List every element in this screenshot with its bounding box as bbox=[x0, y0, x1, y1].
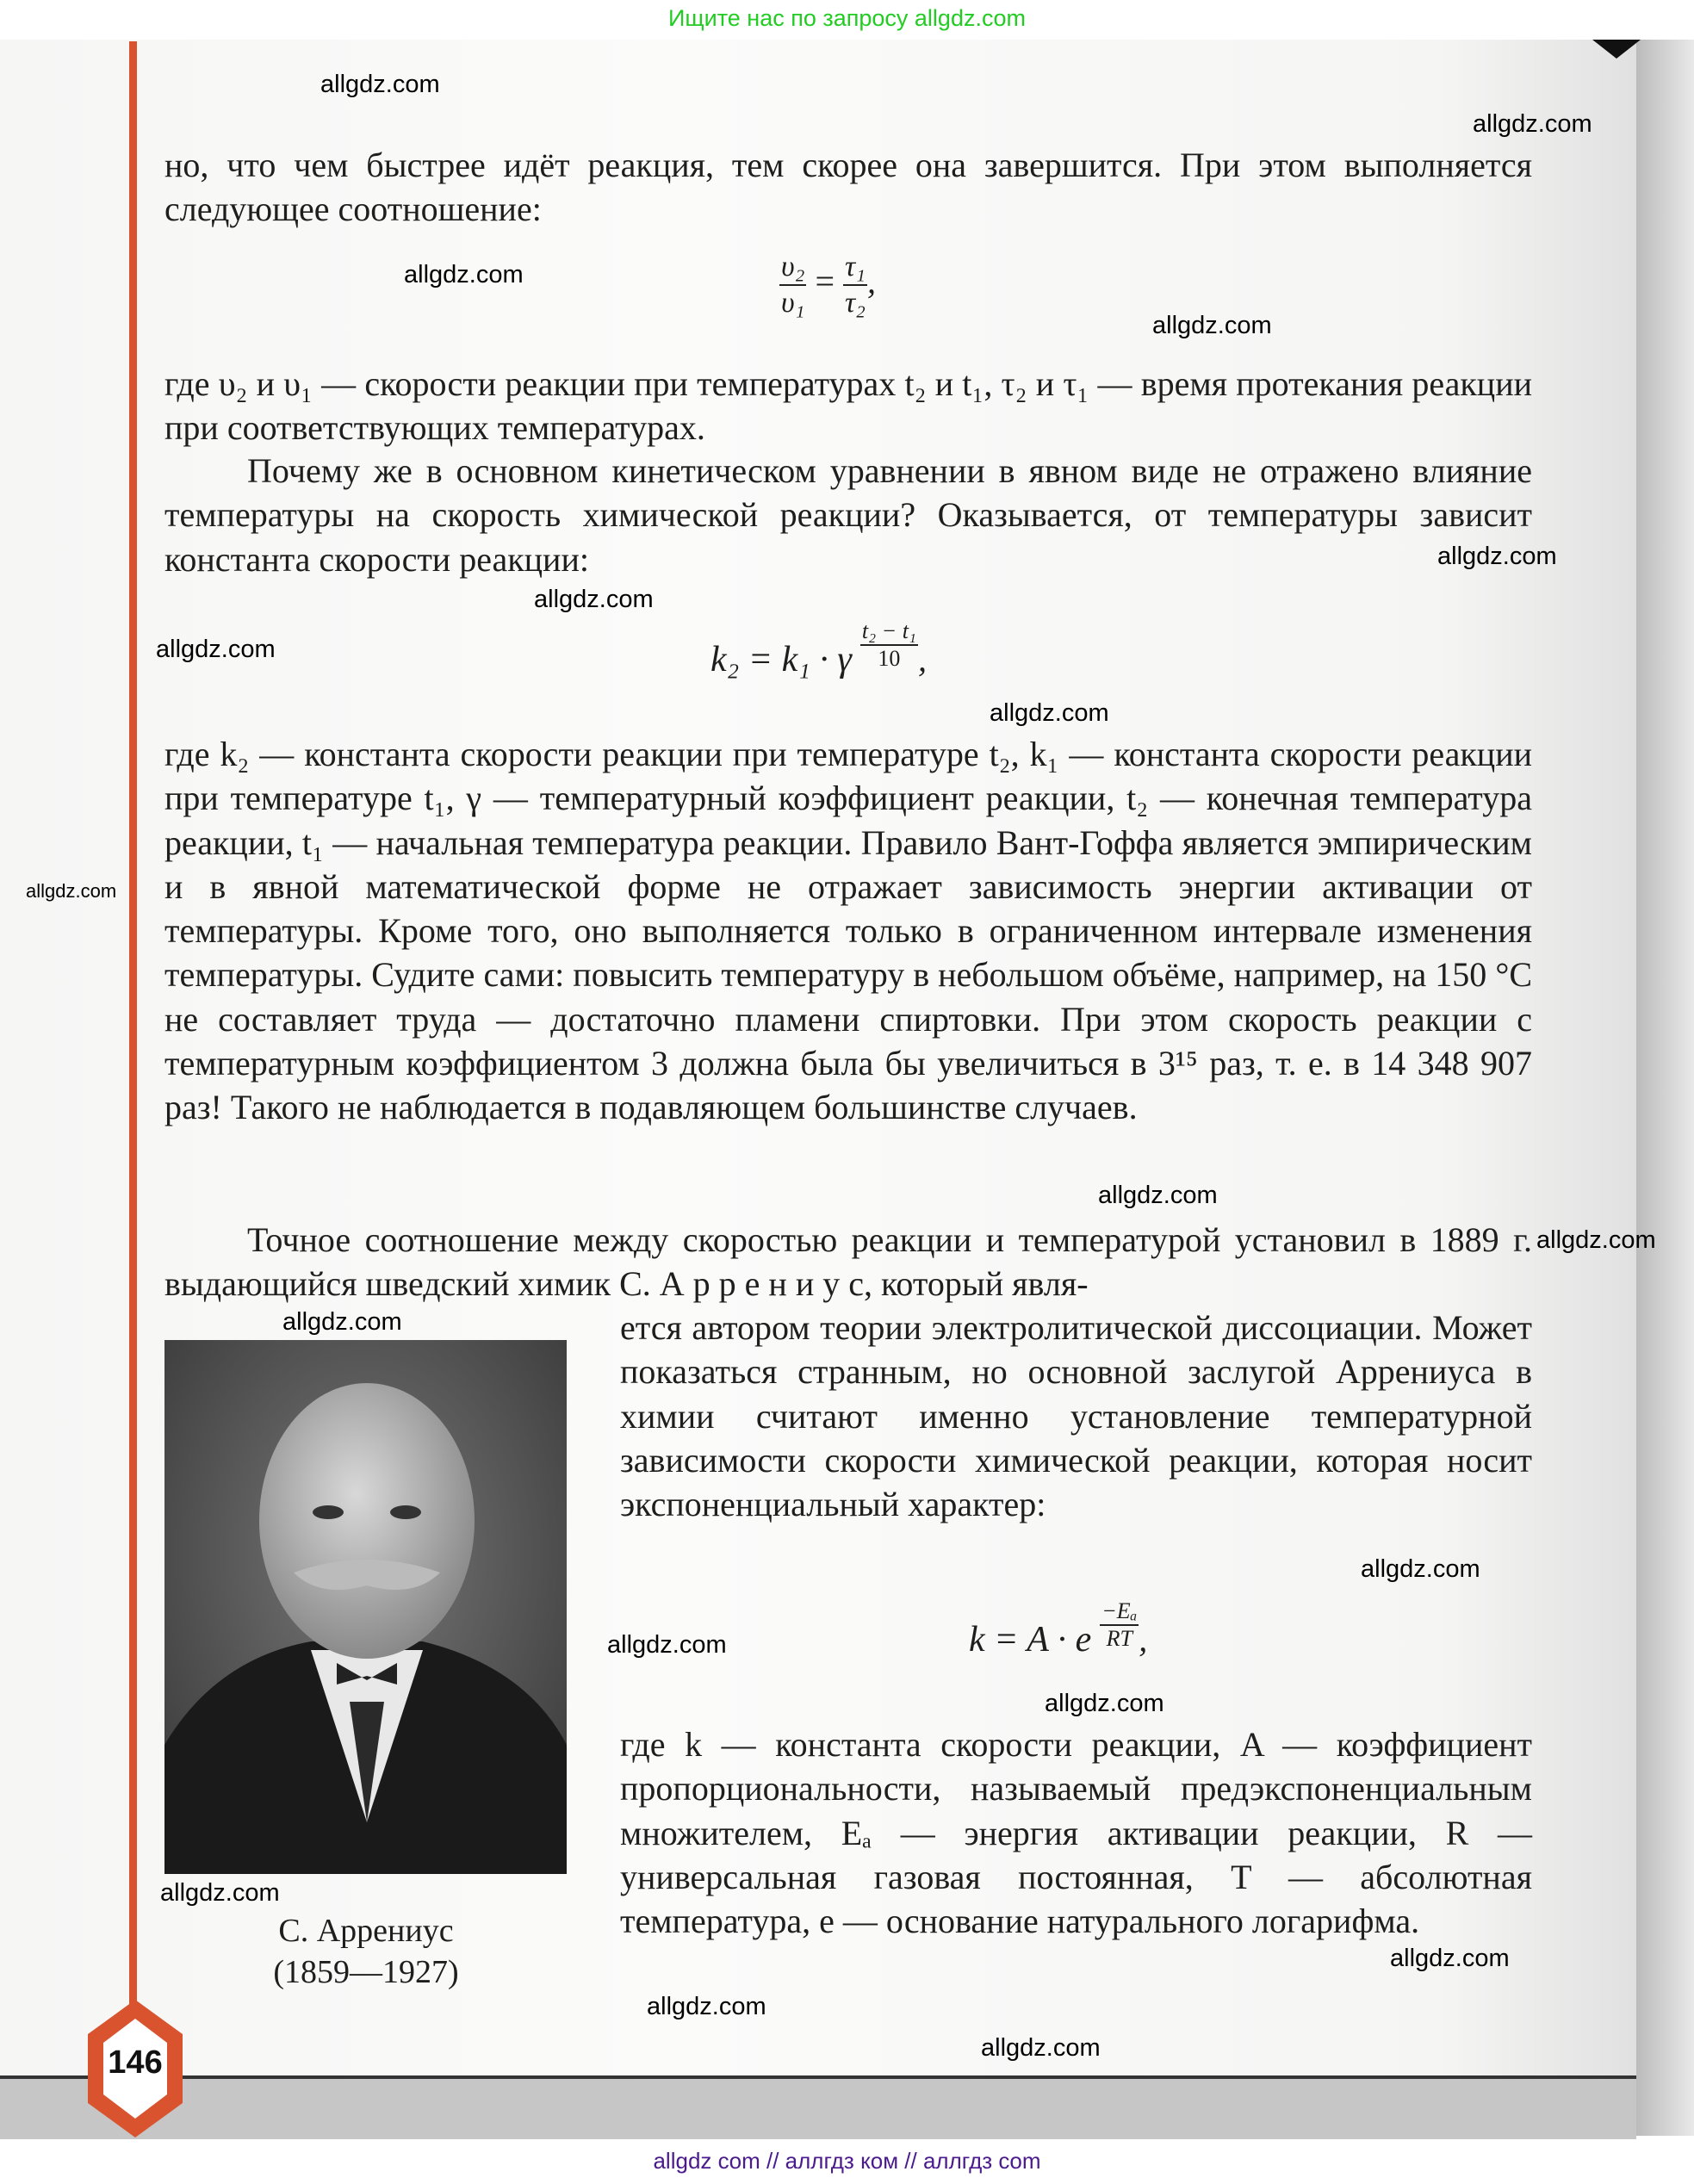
watermark: allgdz.com bbox=[1045, 1690, 1164, 1717]
margin-red-line bbox=[129, 41, 137, 2022]
watermark: allgdz.com bbox=[156, 636, 276, 663]
footer-watermark: allgdz com // аллгдз ком // аллгдз com bbox=[653, 2148, 1041, 2174]
arrhenius-portrait bbox=[164, 1340, 567, 1874]
page-number: 146 bbox=[108, 2044, 163, 2081]
paragraph-5a: Точное соотношение между скоростью реакции и температурой установил в 1889 г. выдающийся шведский химик С. А р р е н и у с, который явля- bbox=[164, 1220, 1532, 1304]
formula-lhs: k₂ = k₁ · γ bbox=[710, 640, 852, 679]
paragraph-6: где k — константа скорости реакции, A — коэффициент пропорциональности, называемый предэкспоненциальным множителем, Eₐ — энергия активации реакции, R — универсальная газовая постоянная, T — абсолютная температура, e — основание натурального логарифма. bbox=[620, 1725, 1532, 1941]
formula-rate-time bbox=[779, 250, 876, 320]
watermark: allgdz.com bbox=[404, 261, 524, 289]
corner-marker bbox=[1592, 40, 1641, 59]
page-edge bbox=[1636, 40, 1694, 2136]
watermark: allgdz.com bbox=[160, 1879, 280, 1907]
watermark: allgdz.com bbox=[1361, 1555, 1480, 1583]
portrait-caption-years: (1859—1927) bbox=[273, 1954, 459, 1990]
paragraph-4: где k₂ — константа скорости реакции при температуре t₂, k₁ — константа скорости реакции при температуре t₁, γ — температурный коэффициент реакции, t₂ — конечная температура реакции, t₁ — начальная температура реакции. Правило Вант-Гоффа является эмпирическим и в явной математической форме не отражает зависимость энергии активации от температуры. Кроме того, оно выполняется только в ограниченном интервале изменения температуры. Судите сами: повысить температуру в небольшом объёме, например, на 150 °C не составляет труда — достаточно пламени спиртовки. При этом скорость реакции с температурным коэффициентом 3 должна была бы увеличиться в 3¹⁵ раз, т. е. в 14 348 907 раз! Такого не наблюдается в подавляющем большинстве случаев. bbox=[164, 735, 1532, 1127]
watermark: allgdz.com bbox=[534, 586, 654, 613]
watermark: allgdz.com bbox=[607, 1631, 727, 1659]
watermark: allgdz.com bbox=[1473, 110, 1592, 138]
exponent-denominator: RT bbox=[1106, 1626, 1132, 1651]
top-banner bbox=[0, 0, 1694, 40]
paragraph-2: где υ₂ и υ₁ — скорости реакции при температурах t₂ и t₁, τ₂ и τ₁ — время протекания реакции при соответствующих температурах. bbox=[164, 364, 1532, 448]
formula-comma: , bbox=[867, 262, 876, 301]
top-banner-text: Ищите нас по запросу allgdz.com bbox=[668, 5, 1026, 31]
page-bottom-band bbox=[0, 2075, 1636, 2139]
page-number-badge bbox=[88, 2000, 183, 2137]
fraction-denominator: τ₂ bbox=[845, 287, 866, 319]
formula-arrhenius bbox=[969, 1593, 1147, 1660]
portrait-caption-name: С. Аррениус bbox=[278, 1913, 454, 1949]
watermark: allgdz.com bbox=[1536, 1226, 1656, 1254]
formula-lhs: k = A · e bbox=[969, 1620, 1092, 1660]
watermark: allgdz.com bbox=[320, 71, 440, 98]
paragraph-3: Почему же в основном кинетическом уравнении в явном виде не отражено влияние температуры на скорость химической реакции? Оказывается, от температуры зависит константа скорости реакции: bbox=[164, 451, 1532, 579]
fraction-numerator: υ₂ bbox=[779, 250, 806, 286]
watermark: allgdz.com bbox=[647, 1993, 766, 2020]
fraction-numerator: τ₁ bbox=[843, 250, 867, 286]
formula-comma: , bbox=[917, 640, 927, 679]
exponent-numerator: t₂ − t₁ bbox=[860, 618, 918, 646]
paragraph-1: но, что чем быстрее идёт реакция, тем скорее она завершится. При этом выполняется следующее соотношение: bbox=[164, 146, 1532, 229]
watermark: allgdz.com bbox=[1390, 1945, 1510, 1972]
fraction-denominator: υ₁ bbox=[781, 287, 805, 319]
watermark: allgdz.com bbox=[990, 699, 1109, 727]
watermark: allgdz.com bbox=[282, 1308, 402, 1336]
paragraph-5b: ется автором теории электролитической диссоциации. Может показаться странным, но основной заслугой Аррениуса в химии считают именно установление температурной зависимости скорости химической реакции, которая носит экспоненциальный характер: bbox=[620, 1308, 1532, 1524]
formula-vant-hoff bbox=[710, 613, 927, 680]
equals-sign: = bbox=[815, 262, 835, 301]
watermark: allgdz.com bbox=[1437, 543, 1557, 570]
exponent-denominator: 10 bbox=[878, 646, 901, 671]
watermark: allgdz.com bbox=[981, 2034, 1101, 2062]
formula-comma: , bbox=[1139, 1620, 1148, 1659]
exponent-numerator: −Eₐ bbox=[1100, 1598, 1139, 1626]
watermark: allgdz.com bbox=[1098, 1182, 1218, 1209]
watermark: allgdz.com bbox=[26, 880, 117, 902]
watermark: allgdz.com bbox=[1152, 312, 1272, 339]
